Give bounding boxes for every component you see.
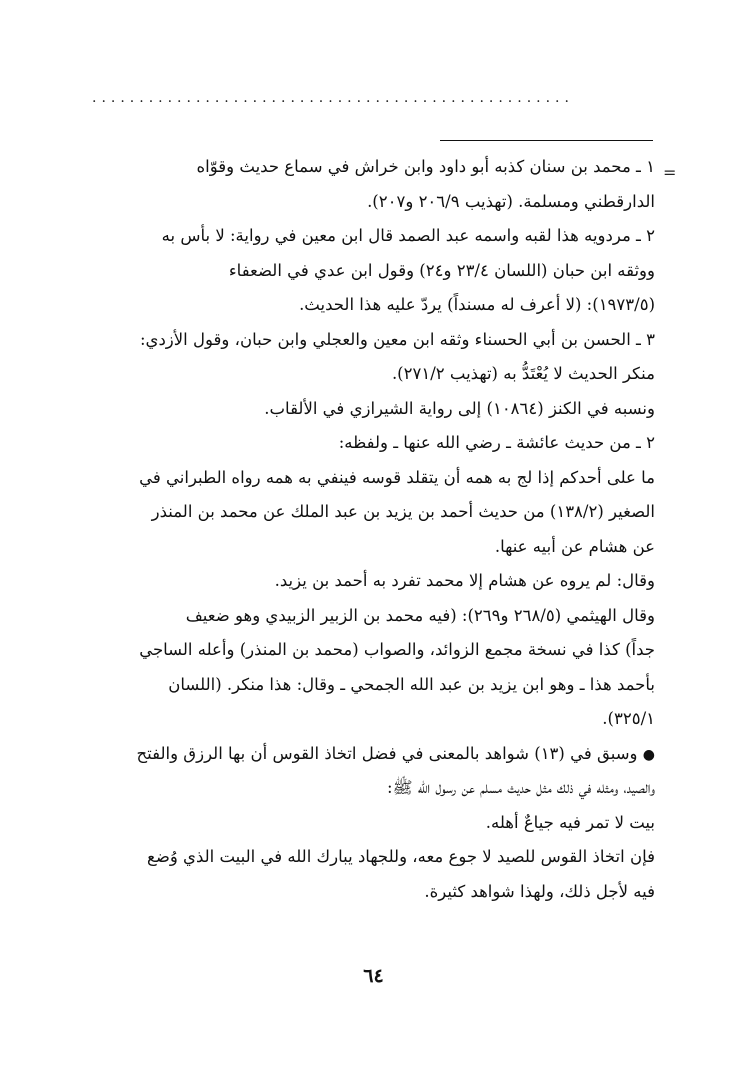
footnote-line: الصغير (١٣٨/٢) من حديث أحمد بن يزيد بن عبد الملك عن محمد بن المنذر xyxy=(151,502,655,521)
page-number: ٦٤ xyxy=(363,965,384,987)
footnote-line: ١ ـ محمد بن سنان كذبه أبو داود وابن خراش في سماع حديث وقوّاه xyxy=(196,157,655,176)
footnote-rule xyxy=(440,140,653,141)
footnote-line: ما على أحدكم إذا لج به همه أن يتقلد قوسه فينفي به همه رواه الطبراني في xyxy=(139,467,655,487)
footnote-line: منكر الحديث لا يُعْتَدُّ به (تهذيب ٢٧١/٢). xyxy=(391,364,655,383)
footnote-line: ٣٢٥/١). xyxy=(602,709,655,728)
footnote-line: بأحمد هذا ـ وهو ابن يزيد بن عبد الله الجمحي ـ وقال: هذا منكر. (اللسان xyxy=(168,674,655,694)
footnote-line: ووثقه ابن حبان (اللسان ٢٣/٤ و٢٤) وقول ابن عدي في الضعفاء xyxy=(228,260,655,280)
footnote-line: بيت لا تمر فيه جياعٌ أهله. xyxy=(485,812,655,832)
footnote-line: ٢ ـ مردويه هذا لقبه واسمه عبد الصمد قال ابن معين في رواية: لا بأس به xyxy=(161,226,655,245)
footnote-line-bulleted xyxy=(92,737,655,772)
bullet-icon: ● xyxy=(642,746,655,763)
separator-dots: ................................................... xyxy=(92,90,574,106)
footnote-line: ونسبه في الكنز (١٠٨٦٤) إلى رواية الشيرازي في الألقاب. xyxy=(264,398,655,418)
footnote-line-text: وسبق في (١٣) شواهد بالمعنى في فضل اتخاذ القوس أن بها الرزق والفتح xyxy=(136,743,638,763)
footnote-line: وقال: لم يروه عن هشام إلا محمد تفرد به أحمد بن يزيد. xyxy=(274,571,655,590)
footnote-line: وقال الهيثمي (٢٦٨/٥ و٢٦٩): (فيه محمد بن الزبير الزبيدي وهو ضعيف xyxy=(185,605,655,625)
footnote-line: (١٩٧٣/٥): (لا أعرف له مسنداً) يردّ عليه هذا الحديث. xyxy=(299,295,655,314)
footnote-line: فإن اتخاذ القوس للصيد لا جوع معه، وللجهاد يبارك الله في البيت الذي وُضع xyxy=(147,847,655,866)
footnote-line: والصيد، ومثله في ذلك مثل حديث مسلم عن رسول الله ﷺ: xyxy=(387,778,655,797)
footnote-line: الدارقطني ومسلمة. (تهذيب ٢٠٦/٩ و٢٠٧). xyxy=(367,191,655,211)
footnote-line: جداً) كذا في نسخة مجمع الزوائد، والصواب (محمد بن المنذر) وأعله الساجي xyxy=(139,640,655,659)
footnote-line: ٢ ـ من حديث عائشة ـ رضي الله عنها ـ ولفظه: xyxy=(338,433,655,452)
footnote-line: فيه لأجل ذلك، ولهذا شواهد كثيرة. xyxy=(424,881,655,901)
footnotes-block xyxy=(92,150,655,909)
footnote-line: ٣ ـ الحسن بن أبي الحسناء وثقه ابن معين والعجلي وابن حبان، وقول الأزدي: xyxy=(139,329,655,349)
footnote-line: عن هشام عن أبيه عنها. xyxy=(494,536,655,556)
margin-continuation-mark: = xyxy=(663,163,677,182)
